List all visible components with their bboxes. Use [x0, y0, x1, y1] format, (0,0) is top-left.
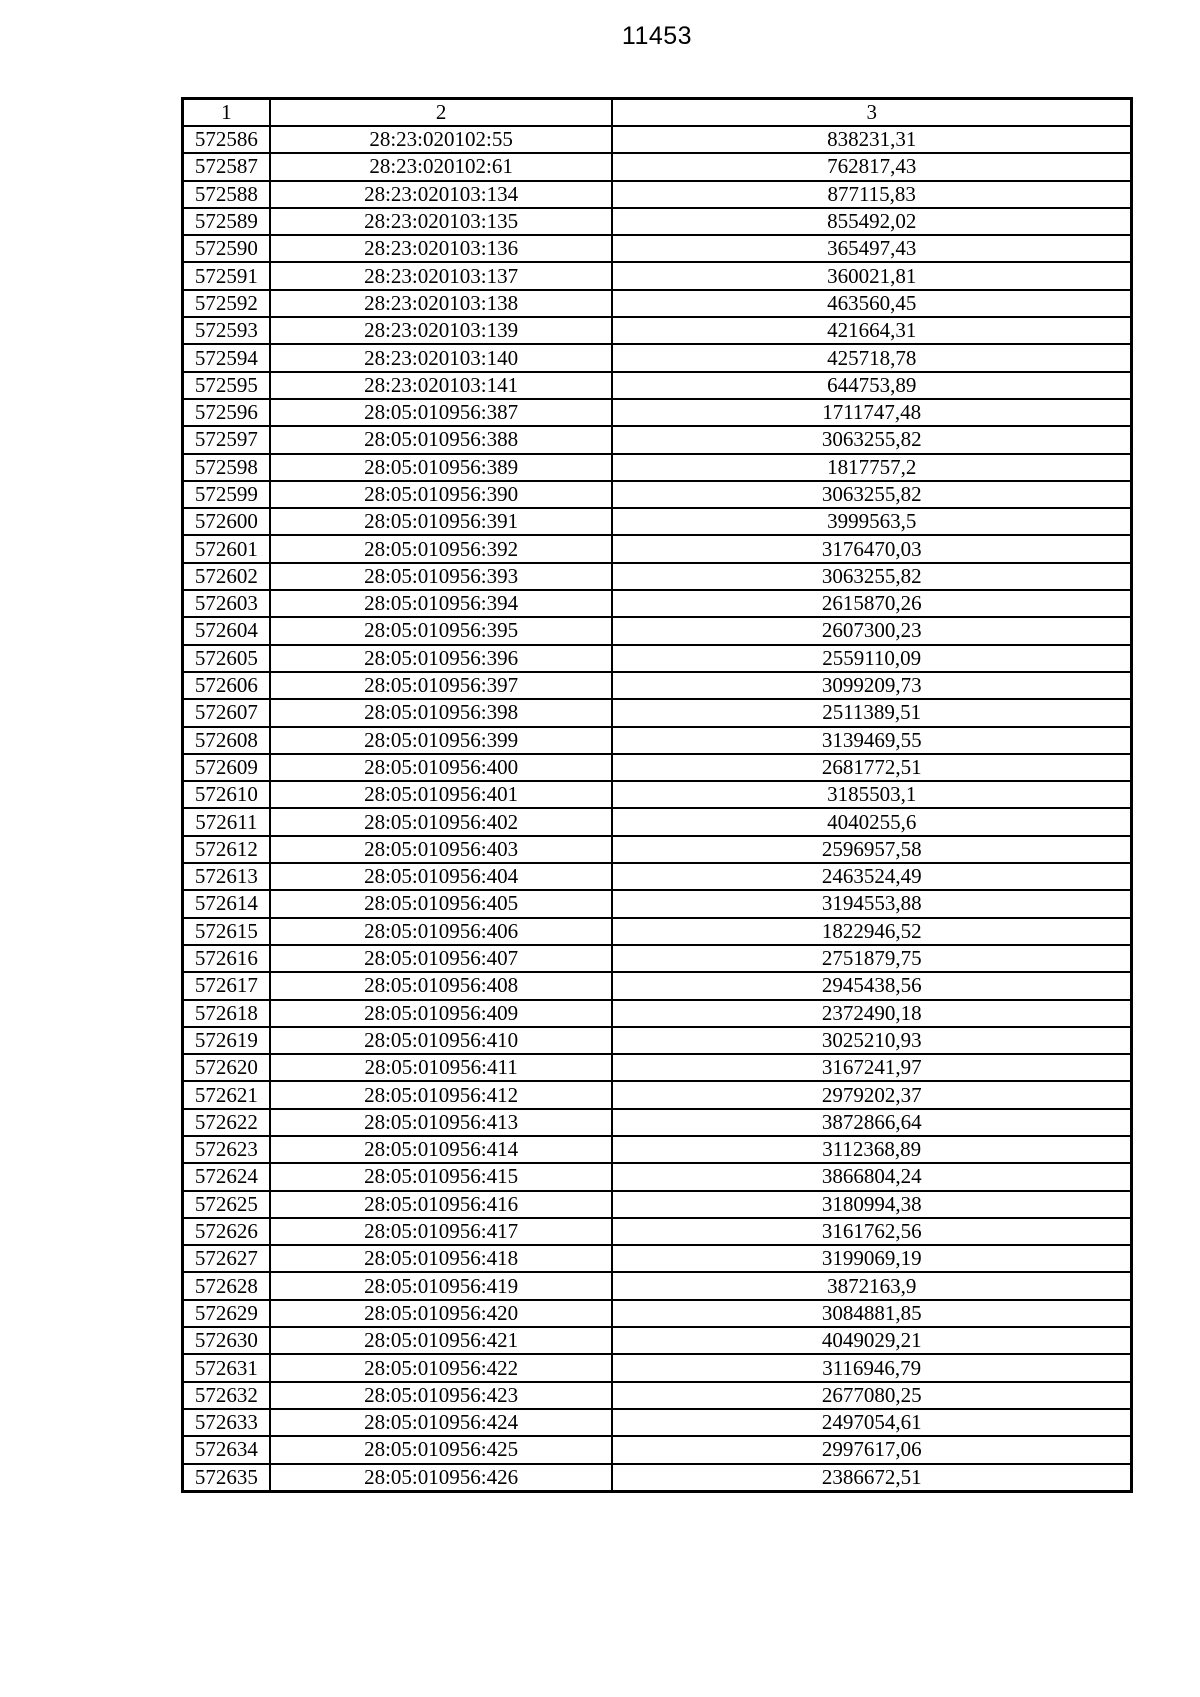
table-row [183, 617, 1132, 644]
cell-record-id: 572589 [183, 208, 270, 235]
cell-value: 3099209,73 [612, 672, 1131, 699]
cell-value: 3180994,38 [612, 1191, 1131, 1218]
cell-record-id: 572597 [183, 426, 270, 453]
table-row [183, 1191, 1132, 1218]
cell-cadastral-number: 28:05:010956:412 [270, 1081, 613, 1108]
cell-record-id: 572631 [183, 1354, 270, 1381]
cell-record-id: 572613 [183, 863, 270, 890]
table-row [183, 1000, 1132, 1027]
cell-value: 360021,81 [612, 262, 1131, 289]
cell-cadastral-number: 28:23:020103:134 [270, 181, 613, 208]
cell-value: 3063255,82 [612, 426, 1131, 453]
cell-value: 3116946,79 [612, 1354, 1131, 1381]
cell-value: 365497,43 [612, 235, 1131, 262]
table-header-row [183, 99, 1132, 127]
cell-record-id: 572590 [183, 235, 270, 262]
cell-record-id: 572592 [183, 290, 270, 317]
cell-value: 2979202,37 [612, 1081, 1131, 1108]
cell-value: 3872163,9 [612, 1272, 1131, 1299]
cell-cadastral-number: 28:23:020103:137 [270, 262, 613, 289]
cell-cadastral-number: 28:05:010956:408 [270, 972, 613, 999]
cell-record-id: 572610 [183, 781, 270, 808]
cell-record-id: 572600 [183, 508, 270, 535]
cell-record-id: 572632 [183, 1382, 270, 1409]
table-row [183, 508, 1132, 535]
cell-cadastral-number: 28:05:010956:415 [270, 1163, 613, 1190]
cell-cadastral-number: 28:05:010956:398 [270, 699, 613, 726]
table-row [183, 1300, 1132, 1327]
cell-record-id: 572622 [183, 1109, 270, 1136]
cell-value: 3063255,82 [612, 563, 1131, 590]
table-row [183, 727, 1132, 754]
cell-record-id: 572618 [183, 1000, 270, 1027]
cell-record-id: 572616 [183, 945, 270, 972]
table-header [183, 99, 1132, 127]
cell-cadastral-number: 28:05:010956:399 [270, 727, 613, 754]
cell-record-id: 572634 [183, 1436, 270, 1463]
cell-value: 2615870,26 [612, 590, 1131, 617]
cell-value: 2511389,51 [612, 699, 1131, 726]
cell-record-id: 572628 [183, 1272, 270, 1299]
cell-cadastral-number: 28:05:010956:404 [270, 863, 613, 890]
table-row [183, 863, 1132, 890]
cell-cadastral-number: 28:05:010956:394 [270, 590, 613, 617]
cell-record-id: 572619 [183, 1027, 270, 1054]
cell-record-id: 572605 [183, 645, 270, 672]
table-row [183, 1245, 1132, 1272]
cell-record-id: 572629 [183, 1300, 270, 1327]
table-row [183, 1109, 1132, 1136]
table-row [183, 563, 1132, 590]
cell-value: 425718,78 [612, 344, 1131, 371]
cell-cadastral-number: 28:05:010956:390 [270, 481, 613, 508]
cell-value: 838231,31 [612, 126, 1131, 153]
table-row [183, 1054, 1132, 1081]
table-row [183, 972, 1132, 999]
cell-value: 855492,02 [612, 208, 1131, 235]
table-row [183, 535, 1132, 562]
table-row [183, 1027, 1132, 1054]
cell-cadastral-number: 28:05:010956:410 [270, 1027, 613, 1054]
cell-record-id: 572604 [183, 617, 270, 644]
table-row [183, 1409, 1132, 1436]
cell-record-id: 572596 [183, 399, 270, 426]
cell-cadastral-number: 28:05:010956:387 [270, 399, 613, 426]
cell-cadastral-number: 28:23:020103:135 [270, 208, 613, 235]
cell-cadastral-number: 28:05:010956:417 [270, 1218, 613, 1245]
cell-value: 2463524,49 [612, 863, 1131, 890]
cell-cadastral-number: 28:05:010956:423 [270, 1382, 613, 1409]
cell-cadastral-number: 28:23:020103:141 [270, 372, 613, 399]
cell-value: 3176470,03 [612, 535, 1131, 562]
cell-record-id: 572626 [183, 1218, 270, 1245]
table-row [183, 781, 1132, 808]
table-row [183, 1464, 1132, 1492]
cell-cadastral-number: 28:05:010956:407 [270, 945, 613, 972]
cell-record-id: 572602 [183, 563, 270, 590]
cell-value: 2596957,58 [612, 836, 1131, 863]
cell-value: 3161762,56 [612, 1218, 1131, 1245]
column-header-2: 2 [270, 99, 613, 127]
cell-cadastral-number: 28:05:010956:405 [270, 890, 613, 917]
cell-record-id: 572624 [183, 1163, 270, 1190]
cell-cadastral-number: 28:05:010956:400 [270, 754, 613, 781]
cell-cadastral-number: 28:23:020103:138 [270, 290, 613, 317]
cell-value: 2497054,61 [612, 1409, 1131, 1436]
cell-cadastral-number: 28:05:010956:403 [270, 836, 613, 863]
cell-cadastral-number: 28:05:010956:409 [270, 1000, 613, 1027]
table-row [183, 672, 1132, 699]
cell-value: 644753,89 [612, 372, 1131, 399]
cell-cadastral-number: 28:05:010956:416 [270, 1191, 613, 1218]
cell-cadastral-number: 28:23:020102:61 [270, 153, 613, 180]
cell-record-id: 572620 [183, 1054, 270, 1081]
table-row [183, 399, 1132, 426]
cell-record-id: 572630 [183, 1327, 270, 1354]
table-row [183, 372, 1132, 399]
table-row [183, 890, 1132, 917]
cell-value: 762817,43 [612, 153, 1131, 180]
cell-cadastral-number: 28:05:010956:420 [270, 1300, 613, 1327]
table-row [183, 1354, 1132, 1381]
table-row [183, 699, 1132, 726]
cell-cadastral-number: 28:05:010956:401 [270, 781, 613, 808]
cell-record-id: 572586 [183, 126, 270, 153]
cell-record-id: 572633 [183, 1409, 270, 1436]
cell-cadastral-number: 28:05:010956:421 [270, 1327, 613, 1354]
cell-value: 2997617,06 [612, 1436, 1131, 1463]
cell-cadastral-number: 28:23:020103:139 [270, 317, 613, 344]
cell-cadastral-number: 28:23:020102:55 [270, 126, 613, 153]
table-row [183, 208, 1132, 235]
cell-cadastral-number: 28:05:010956:391 [270, 508, 613, 535]
cell-cadastral-number: 28:05:010956:389 [270, 454, 613, 481]
cell-value: 1711747,48 [612, 399, 1131, 426]
cell-value: 2386672,51 [612, 1464, 1131, 1492]
cell-value: 4049029,21 [612, 1327, 1131, 1354]
cell-value: 463560,45 [612, 290, 1131, 317]
cell-value: 3872866,64 [612, 1109, 1131, 1136]
cell-record-id: 572621 [183, 1081, 270, 1108]
cell-value: 421664,31 [612, 317, 1131, 344]
table-row [183, 235, 1132, 262]
cell-record-id: 572587 [183, 153, 270, 180]
cell-value: 3866804,24 [612, 1163, 1131, 1190]
column-header-3: 3 [612, 99, 1131, 127]
table-body [183, 126, 1132, 1491]
table-row [183, 945, 1132, 972]
cell-cadastral-number: 28:05:010956:402 [270, 808, 613, 835]
column-header-1: 1 [183, 99, 270, 127]
table-row [183, 126, 1132, 153]
cell-record-id: 572608 [183, 727, 270, 754]
cell-value: 3112368,89 [612, 1136, 1131, 1163]
cell-record-id: 572606 [183, 672, 270, 699]
cell-value: 3084881,85 [612, 1300, 1131, 1327]
cell-record-id: 572609 [183, 754, 270, 781]
cell-value: 2607300,23 [612, 617, 1131, 644]
cell-record-id: 572607 [183, 699, 270, 726]
table-row [183, 262, 1132, 289]
table-row [183, 836, 1132, 863]
table-row [183, 290, 1132, 317]
cell-value: 2945438,56 [612, 972, 1131, 999]
cell-value: 3999563,5 [612, 508, 1131, 535]
table-row [183, 454, 1132, 481]
table-row [183, 1218, 1132, 1245]
cell-record-id: 572625 [183, 1191, 270, 1218]
cell-cadastral-number: 28:05:010956:393 [270, 563, 613, 590]
cell-value: 3199069,19 [612, 1245, 1131, 1272]
table-row [183, 590, 1132, 617]
cell-value: 4040255,6 [612, 808, 1131, 835]
cell-cadastral-number: 28:23:020103:136 [270, 235, 613, 262]
cell-cadastral-number: 28:05:010956:425 [270, 1436, 613, 1463]
table-row [183, 754, 1132, 781]
cell-cadastral-number: 28:23:020103:140 [270, 344, 613, 371]
cell-value: 3025210,93 [612, 1027, 1131, 1054]
table-row [183, 344, 1132, 371]
cell-value: 3139469,55 [612, 727, 1131, 754]
table-row [183, 1272, 1132, 1299]
table-row [183, 481, 1132, 508]
cell-record-id: 572598 [183, 454, 270, 481]
cell-cadastral-number: 28:05:010956:406 [270, 918, 613, 945]
cell-cadastral-number: 28:05:010956:411 [270, 1054, 613, 1081]
cell-cadastral-number: 28:05:010956:424 [270, 1409, 613, 1436]
table-row [183, 1436, 1132, 1463]
table-row [183, 808, 1132, 835]
cell-value: 3194553,88 [612, 890, 1131, 917]
table-row [183, 645, 1132, 672]
cell-value: 2677080,25 [612, 1382, 1131, 1409]
table-row [183, 1382, 1132, 1409]
cell-record-id: 572617 [183, 972, 270, 999]
cell-value: 3063255,82 [612, 481, 1131, 508]
cell-record-id: 572595 [183, 372, 270, 399]
cell-cadastral-number: 28:05:010956:397 [270, 672, 613, 699]
data-table-container [181, 97, 1133, 1493]
cell-record-id: 572594 [183, 344, 270, 371]
cell-cadastral-number: 28:05:010956:419 [270, 1272, 613, 1299]
data-table [181, 97, 1133, 1493]
cell-record-id: 572601 [183, 535, 270, 562]
cell-value: 877115,83 [612, 181, 1131, 208]
cell-cadastral-number: 28:05:010956:396 [270, 645, 613, 672]
table-row [183, 1163, 1132, 1190]
cell-record-id: 572599 [183, 481, 270, 508]
cell-record-id: 572615 [183, 918, 270, 945]
cell-cadastral-number: 28:05:010956:413 [270, 1109, 613, 1136]
cell-record-id: 572611 [183, 808, 270, 835]
table-row [183, 153, 1132, 180]
cell-record-id: 572612 [183, 836, 270, 863]
table-row [183, 1327, 1132, 1354]
cell-value: 2681772,51 [612, 754, 1131, 781]
table-row [183, 918, 1132, 945]
cell-record-id: 572623 [183, 1136, 270, 1163]
cell-value: 2751879,75 [612, 945, 1131, 972]
cell-value: 1822946,52 [612, 918, 1131, 945]
page-number: 11453 [621, 22, 693, 50]
cell-value: 1817757,2 [612, 454, 1131, 481]
cell-record-id: 572614 [183, 890, 270, 917]
cell-record-id: 572635 [183, 1464, 270, 1492]
cell-cadastral-number: 28:05:010956:418 [270, 1245, 613, 1272]
table-row [183, 1136, 1132, 1163]
table-row [183, 426, 1132, 453]
table-row [183, 317, 1132, 344]
cell-value: 2372490,18 [612, 1000, 1131, 1027]
cell-cadastral-number: 28:05:010956:426 [270, 1464, 613, 1492]
cell-cadastral-number: 28:05:010956:422 [270, 1354, 613, 1381]
cell-record-id: 572591 [183, 262, 270, 289]
cell-cadastral-number: 28:05:010956:414 [270, 1136, 613, 1163]
cell-cadastral-number: 28:05:010956:395 [270, 617, 613, 644]
cell-value: 3167241,97 [612, 1054, 1131, 1081]
cell-record-id: 572627 [183, 1245, 270, 1272]
cell-record-id: 572593 [183, 317, 270, 344]
cell-cadastral-number: 28:05:010956:388 [270, 426, 613, 453]
cell-cadastral-number: 28:05:010956:392 [270, 535, 613, 562]
table-row [183, 1081, 1132, 1108]
cell-record-id: 572603 [183, 590, 270, 617]
cell-record-id: 572588 [183, 181, 270, 208]
cell-value: 2559110,09 [612, 645, 1131, 672]
table-row [183, 181, 1132, 208]
cell-value: 3185503,1 [612, 781, 1131, 808]
